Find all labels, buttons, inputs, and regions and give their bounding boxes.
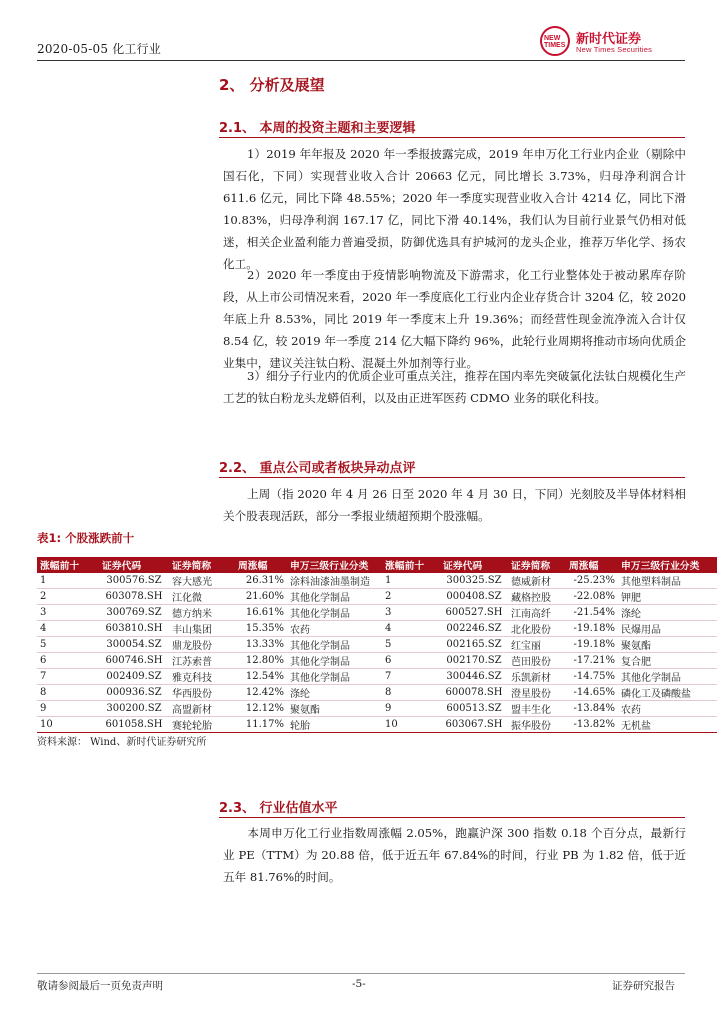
- table-caption: 表1: 个股涨跌前十: [37, 531, 135, 545]
- table-cell: 300054.SZ: [99, 637, 169, 653]
- table-cell: 002170.SZ: [440, 653, 508, 669]
- table-cell: 002246.SZ: [440, 621, 508, 637]
- table-cell: -13.84%: [566, 701, 618, 717]
- table-cell: 2: [37, 589, 99, 605]
- table-cell: 7: [382, 669, 440, 685]
- table-cell: 轮胎: [287, 717, 382, 733]
- table-cell: 农药: [287, 621, 382, 637]
- subsection-2-1-title: 2.1、 本周的投资主题和主要逻辑: [219, 121, 416, 136]
- section-title: 2、 分析及展望: [219, 76, 325, 94]
- paragraph-2-1-2: 2）2020 年一季度由于疫情影响物流及下游需求，化工行业整体处于被动累库存阶段，从上市公司情况来看，2020 年一季度底化工行业内企业存货合计 3204 亿，较 2020 年底上升 8.53%，同比 2019 年一季度末上升 19.36%；而经营性现金流净流入合计仅 8.54 亿，较 2019 年一季度 214 亿大幅下降约 96%，此轮行业周期将推动市场向优质企业集中，建议关注钛白粉、混凝土外加剂等行业。: [223, 268, 686, 370]
- table-cell: 聚氨酯: [618, 637, 717, 653]
- table-cell: 000408.SZ: [440, 589, 508, 605]
- table-cell: 16.61%: [235, 605, 287, 621]
- table-cell: 600078.SH: [440, 685, 508, 701]
- table-cell: 000936.SZ: [99, 685, 169, 701]
- table-cell: 12.54%: [235, 669, 287, 685]
- table-cell: 钾肥: [618, 589, 717, 605]
- table-row: [37, 621, 717, 637]
- table-cell: 9: [37, 701, 99, 717]
- col-header: 申万三级行业分类: [618, 557, 717, 573]
- table-cell: 其他塑料制品: [618, 573, 717, 589]
- table-cell: 15.35%: [235, 621, 287, 637]
- table-cell: 容大感光: [169, 573, 235, 589]
- table-cell: 4: [37, 621, 99, 637]
- footer-disclaimer: 敬请参阅最后一页免责声明: [37, 980, 163, 992]
- paragraph-2-1-1: 1）2019 年年报及 2020 年一季报披露完成，2019 年申万化工行业内企业（剔除中国石化，下同）实现营业收入合计 20663 亿元，同比增长 3.73%，归母净利润合计 611.6 亿元，同比下降 48.55%；2020 年一季度实现营业收入合计 4214 亿，同比下滑 10.83%，归母净利润 167.17 亿，同比下滑 40.14%，我们认为目前行业景气仍相对低迷，相关企业盈利能力普遍受损，防御优选具有护城河的龙头企业，推荐万华化学、扬农化工。: [223, 147, 686, 271]
- table-row: [37, 685, 717, 701]
- table-cell: 涤纶: [618, 605, 717, 621]
- table-cell: 11.17%: [235, 717, 287, 733]
- table-row: [37, 701, 717, 717]
- table-cell: 民爆用品: [618, 621, 717, 637]
- table-body: [37, 573, 717, 733]
- table-row: [37, 589, 717, 605]
- table-cell: 德方纳米: [169, 605, 235, 621]
- table-cell: 12.42%: [235, 685, 287, 701]
- table-cell: 澄星股份: [508, 685, 566, 701]
- col-header: 涨幅前十: [382, 557, 440, 573]
- table-cell: -22.08%: [566, 589, 618, 605]
- table-row: [37, 653, 717, 669]
- table-cell: 603067.SH: [440, 717, 508, 733]
- footer-report-type: 证券研究报告: [612, 980, 675, 992]
- table-cell: 鼎龙股份: [169, 637, 235, 653]
- table-cell: 300446.SZ: [440, 669, 508, 685]
- table-cell: 002165.SZ: [440, 637, 508, 653]
- paragraph-2-3: 本周申万化工行业指数周涨幅 2.05%，跑赢沪深 300 指数 0.18 个百分点，最新行业 PE（TTM）为 20.88 倍，低于近五年 67.84%的时间，行业 PB 为 1.82 倍，低于近五年 81.76%的时间。: [223, 826, 686, 884]
- table-cell: 涂料油漆油墨制造: [287, 573, 382, 589]
- table-row: [37, 669, 717, 685]
- table-cell: 1: [37, 573, 99, 589]
- table-cell: 300325.SZ: [440, 573, 508, 589]
- table-cell: 300576.SZ: [99, 573, 169, 589]
- table-cell: 1: [382, 573, 440, 589]
- col-header: 证券代码: [440, 557, 508, 573]
- table-cell: 其他化学制品: [287, 589, 382, 605]
- table-cell: 002409.SZ: [99, 669, 169, 685]
- logo-mark-icon: NEW TIMES: [540, 26, 570, 56]
- table-cell: 振华股份: [508, 717, 566, 733]
- gainers-losers-table: [37, 557, 717, 733]
- paragraph-2-2: 上周（指 2020 年 4 月 26 日至 2020 年 4 月 30 日，下同）光刻胶及半导体材料相关个股表现活跃，部分一季报业绩超预期个股涨幅。: [223, 487, 686, 523]
- table-cell: 600746.SH: [99, 653, 169, 669]
- table-cell: 丰山集团: [169, 621, 235, 637]
- table-cell: 无机盐: [618, 717, 717, 733]
- col-header: 证券简称: [169, 557, 235, 573]
- table-cell: 7: [37, 669, 99, 685]
- table-cell: 华西股份: [169, 685, 235, 701]
- table-cell: 12.12%: [235, 701, 287, 717]
- subsection-2-2-rule: [219, 477, 685, 478]
- table-cell: 乐凯新材: [508, 669, 566, 685]
- table-cell: 高盟新材: [169, 701, 235, 717]
- table-cell: 5: [37, 637, 99, 653]
- subsection-2-3-title: 2.3、 行业估值水平: [219, 801, 338, 816]
- table-cell: 12.80%: [235, 653, 287, 669]
- table-cell: 603078.SH: [99, 589, 169, 605]
- table-row: [37, 717, 717, 733]
- footer-divider: [37, 973, 685, 974]
- header-divider: [37, 60, 685, 61]
- page-number: -5-: [352, 978, 366, 990]
- table-cell: 8: [37, 685, 99, 701]
- table-cell: 10: [382, 717, 440, 733]
- table-cell: 北化股份: [508, 621, 566, 637]
- table-cell: 盟丰生化: [508, 701, 566, 717]
- table-cell: 复合肥: [618, 653, 717, 669]
- table-cell: 芭田股份: [508, 653, 566, 669]
- table-cell: 600527.SH: [440, 605, 508, 621]
- brand-logo: [540, 26, 690, 58]
- table-cell: 其他化学制品: [287, 653, 382, 669]
- col-header: 涨幅前十: [37, 557, 99, 573]
- table-row: [37, 637, 717, 653]
- table-cell: -14.75%: [566, 669, 618, 685]
- table-cell: 8: [382, 685, 440, 701]
- table-cell: 26.31%: [235, 573, 287, 589]
- table-cell: 农药: [618, 701, 717, 717]
- table-cell: 21.60%: [235, 589, 287, 605]
- table-cell: -13.82%: [566, 717, 618, 733]
- table-cell: 4: [382, 621, 440, 637]
- col-header: 证券简称: [508, 557, 566, 573]
- table-cell: 红宝丽: [508, 637, 566, 653]
- table-cell: 江南高纤: [508, 605, 566, 621]
- table-cell: 德威新材: [508, 573, 566, 589]
- table-source: 资料来源： Wind、新时代证券研究所: [37, 737, 207, 748]
- col-header: 证券代码: [99, 557, 169, 573]
- table-cell: 涤纶: [287, 685, 382, 701]
- table-cell: 江苏索普: [169, 653, 235, 669]
- table-cell: 藏格控股: [508, 589, 566, 605]
- table-cell: -21.54%: [566, 605, 618, 621]
- table-cell: 聚氨酯: [287, 701, 382, 717]
- subsection-2-3-rule: [219, 817, 685, 818]
- table-cell: 9: [382, 701, 440, 717]
- paragraph-2-1-3: 3）细分子行业内的优质企业可重点关注，推荐在国内率先突破氯化法钛白规模化生产工艺的钛白粉龙头龙蟒佰利，以及由正进军医药 CDMO 业务的联化科技。: [223, 369, 686, 405]
- table-cell: 雅克科技: [169, 669, 235, 685]
- table-cell: 300200.SZ: [99, 701, 169, 717]
- table-cell: 赛轮轮胎: [169, 717, 235, 733]
- table-cell: 6: [382, 653, 440, 669]
- col-header: 周涨幅: [235, 557, 287, 573]
- table-row: [37, 573, 717, 589]
- logo-cn-text: 新时代证券: [576, 32, 642, 47]
- table-cell: 3: [37, 605, 99, 621]
- table-cell: -19.18%: [566, 637, 618, 653]
- table-cell: -14.65%: [566, 685, 618, 701]
- table-cell: 601058.SH: [99, 717, 169, 733]
- table-cell: 其他化学制品: [287, 605, 382, 621]
- table-cell: -17.21%: [566, 653, 618, 669]
- table-cell: 2: [382, 589, 440, 605]
- table-cell: 其他化学制品: [287, 669, 382, 685]
- table-cell: 其他化学制品: [618, 669, 717, 685]
- table-cell: 江化微: [169, 589, 235, 605]
- col-header: 周涨幅: [566, 557, 618, 573]
- table-header-row: [37, 557, 717, 573]
- table-cell: 300769.SZ: [99, 605, 169, 621]
- table-cell: 其他化学制品: [287, 637, 382, 653]
- table-row: [37, 605, 717, 621]
- header-date-industry: 2020-05-05 化工行业: [37, 42, 162, 56]
- table-cell: -25.23%: [566, 573, 618, 589]
- table-cell: -19.18%: [566, 621, 618, 637]
- col-header: 申万三级行业分类: [287, 557, 382, 573]
- table-cell: 603810.SH: [99, 621, 169, 637]
- table-cell: 3: [382, 605, 440, 621]
- logo-en-text: New Times Securities: [576, 45, 653, 54]
- subsection-2-2-title: 2.2、 重点公司或者板块异动点评: [219, 461, 416, 476]
- table-cell: 600513.SZ: [440, 701, 508, 717]
- table-cell: 磷化工及磷酸盐: [618, 685, 717, 701]
- table-cell: 10: [37, 717, 99, 733]
- table-cell: 13.33%: [235, 637, 287, 653]
- table-cell: 5: [382, 637, 440, 653]
- table-cell: 6: [37, 653, 99, 669]
- subsection-2-1-rule: [219, 137, 685, 138]
